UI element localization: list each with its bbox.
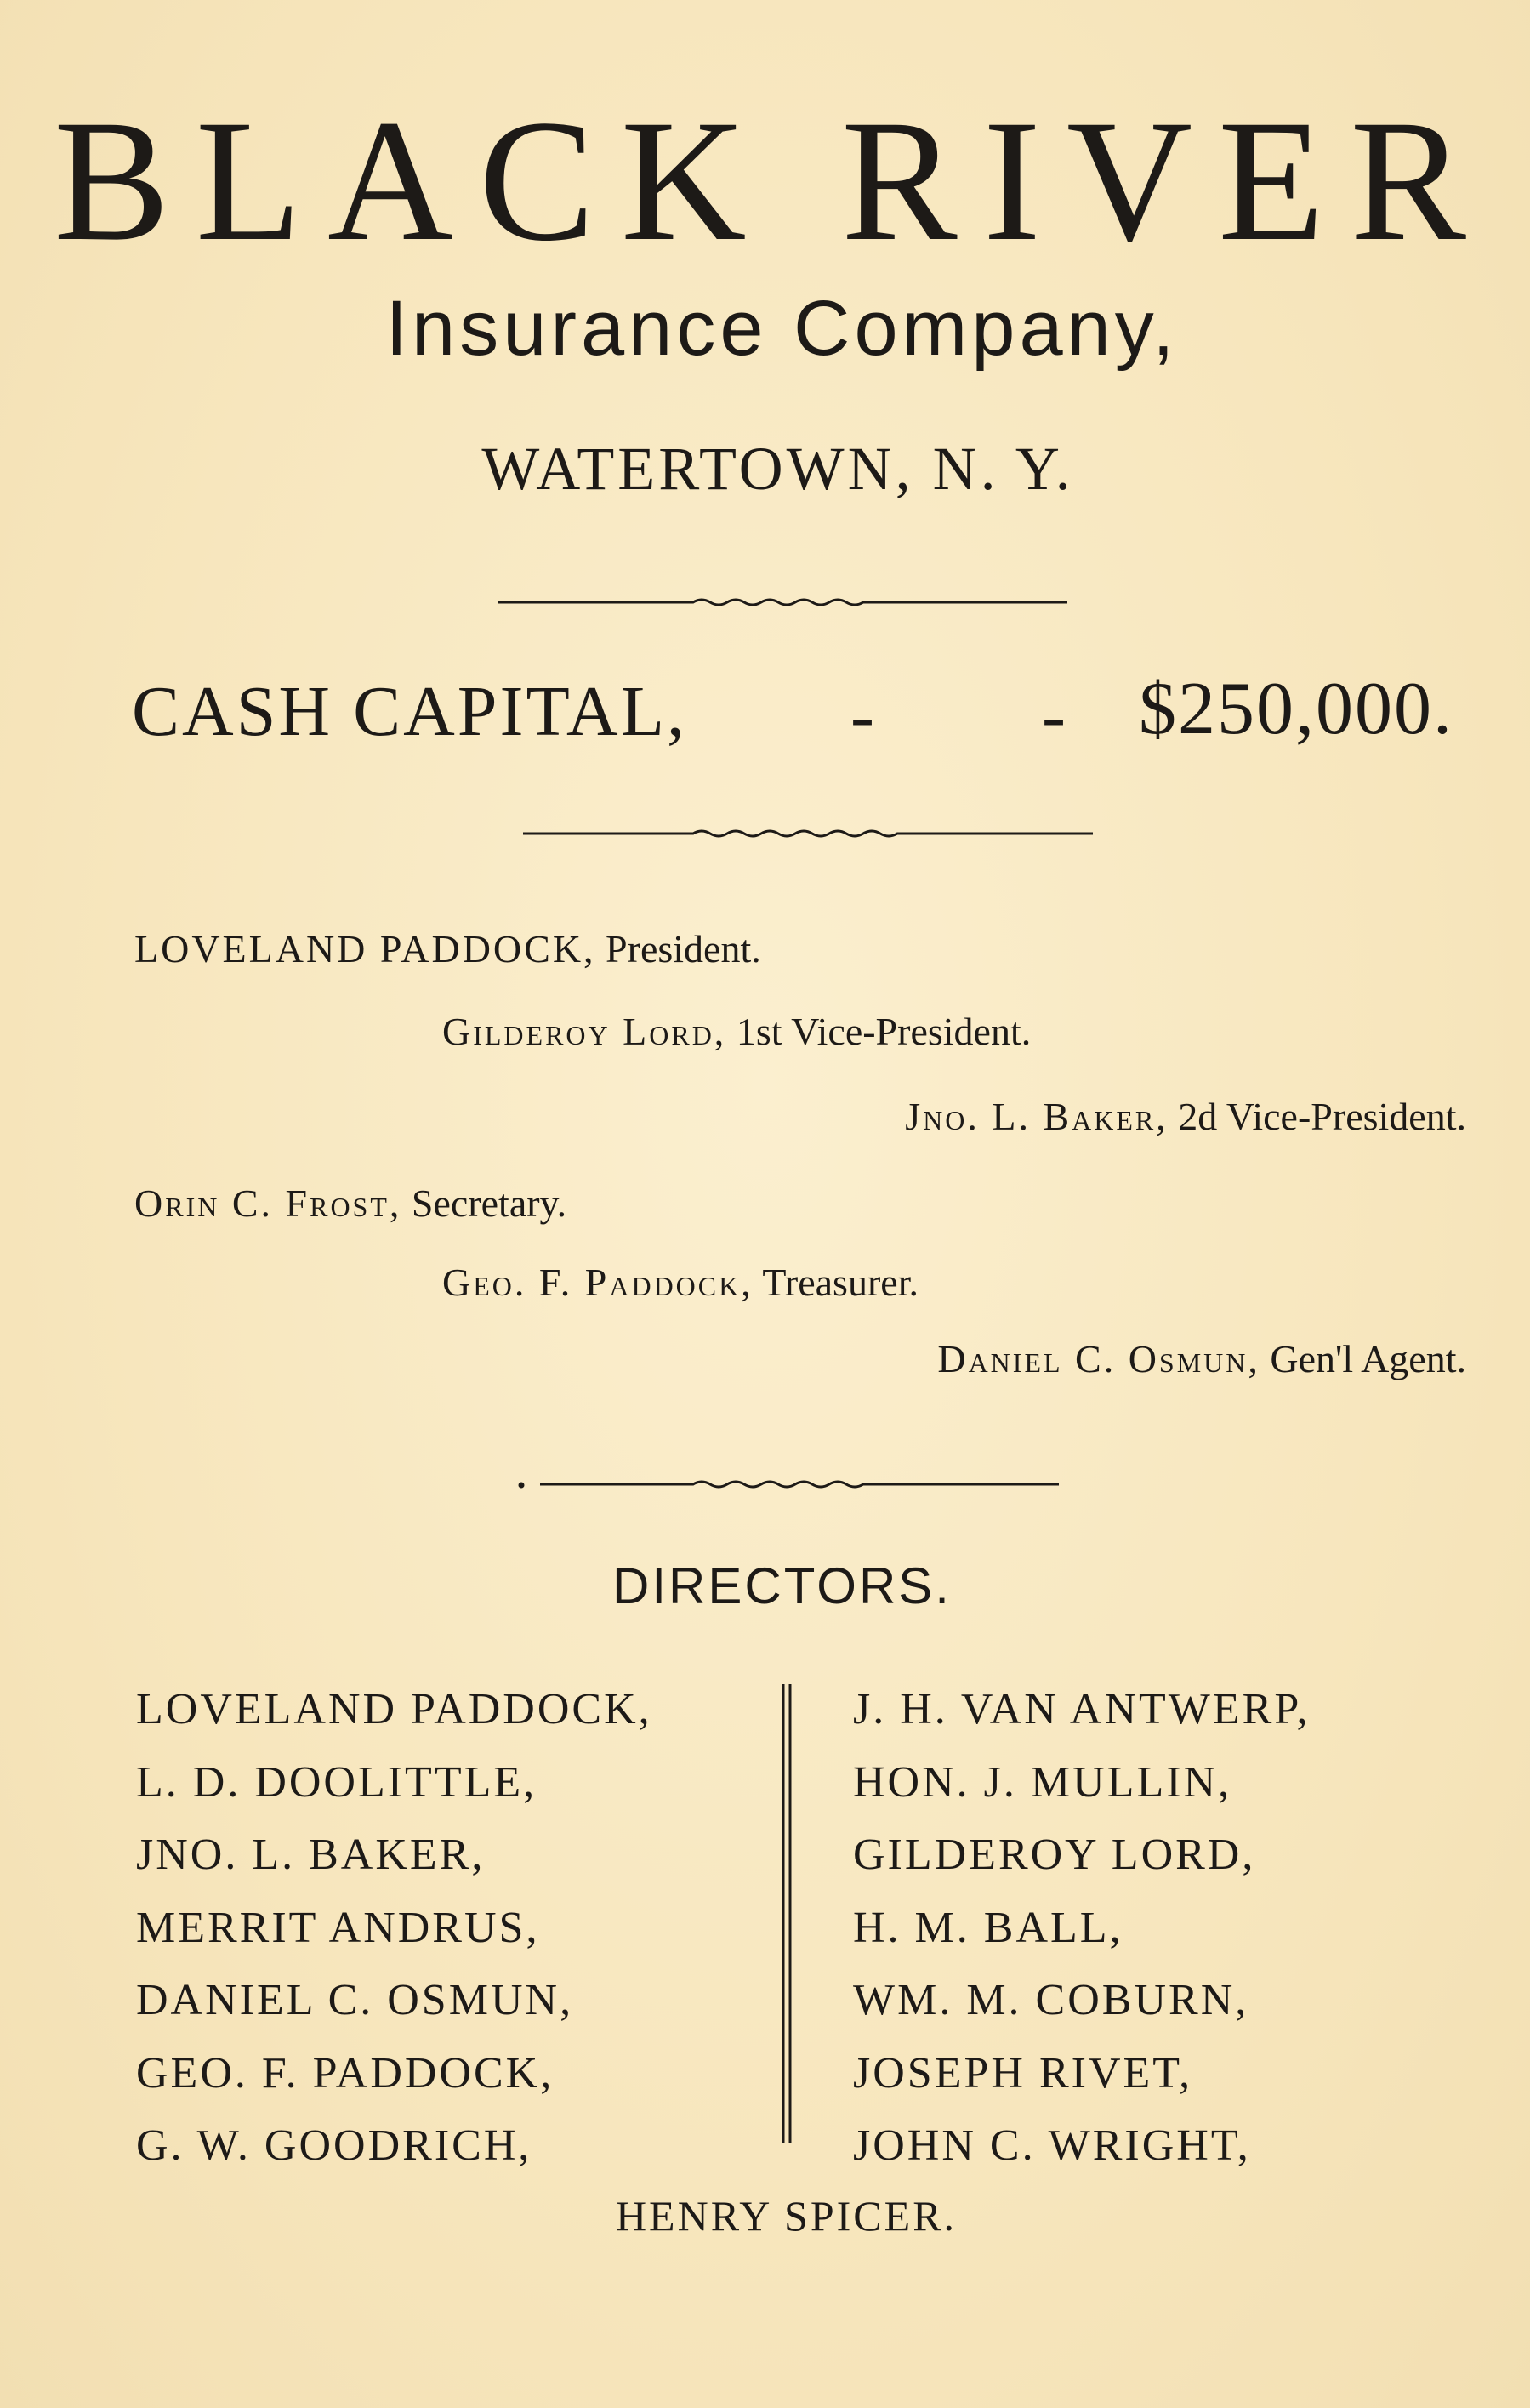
director-name: WM. M. COBURN, xyxy=(853,1976,1249,2024)
officer-title: 1st Vice-President. xyxy=(736,1010,1032,1053)
cash-capital-label: CASH CAPITAL, xyxy=(132,672,688,751)
directors-right-column xyxy=(853,1673,1311,2183)
director-name: JNO. L. BAKER, xyxy=(136,1830,486,1879)
officer-general-agent xyxy=(937,1337,1466,1380)
director-name: L. D. DOOLITTLE, xyxy=(136,1757,537,1807)
director-name: G. W. GOODRICH, xyxy=(136,2121,532,2170)
company-title: BLACK RIVER xyxy=(53,84,1493,277)
officer-name: Geo. F. Paddock, xyxy=(442,1261,754,1304)
company-location: WATERTOWN, N. Y. xyxy=(481,435,1074,503)
leader-dash: - xyxy=(850,676,874,755)
officer-name: LOVELAND PADDOCK, xyxy=(134,927,596,971)
ornamental-rule-1 xyxy=(498,587,1067,612)
director-name: J. H. VAN ANTWERP, xyxy=(853,1685,1311,1733)
directors-heading: DIRECTORS. xyxy=(612,1557,952,1614)
director-name: MERRIT ANDRUS, xyxy=(136,1903,540,1952)
officer-name: Orin C. Frost, xyxy=(134,1181,402,1225)
officer-second-vice-president xyxy=(905,1097,1466,1136)
cash-capital-value: $250,000. xyxy=(1139,668,1453,750)
officer-title: Gen'l Agent. xyxy=(1270,1337,1466,1380)
officer-name: Jno. L. Baker, xyxy=(905,1095,1169,1138)
director-name: HON. J. MULLIN, xyxy=(853,1757,1232,1807)
leader-dash: - xyxy=(1042,676,1066,755)
director-name: JOSEPH RIVET, xyxy=(853,2048,1193,2098)
officer-title: Secretary. xyxy=(411,1181,567,1225)
director-name: GEO. F. PADDOCK, xyxy=(136,2048,555,2098)
ornamental-rule-3 xyxy=(515,1472,1059,1497)
director-name: GILDEROY LORD, xyxy=(853,1830,1256,1879)
officer-treasurer xyxy=(442,1263,919,1302)
ornamental-rule-2 xyxy=(523,821,1093,846)
column-divider xyxy=(781,1684,793,2143)
director-name: H. M. BALL, xyxy=(853,1903,1123,1952)
officer-name: Gilderoy Lord, xyxy=(442,1010,727,1053)
director-name: LOVELAND PADDOCK, xyxy=(136,1685,652,1733)
director-name-final: HENRY SPICER. xyxy=(615,2192,958,2240)
officer-name: Daniel C. Osmun, xyxy=(937,1337,1260,1380)
officer-secretary xyxy=(134,1181,567,1225)
officer-president xyxy=(134,927,761,971)
officer-title: Treasurer. xyxy=(762,1261,919,1304)
officer-first-vice-president xyxy=(442,1012,1031,1051)
officer-title: President. xyxy=(606,927,761,971)
directors-left-column xyxy=(136,1673,652,2183)
officer-title: 2d Vice-President. xyxy=(1178,1095,1466,1138)
company-subtitle: Insurance Company, xyxy=(385,285,1179,372)
director-name: DANIEL C. OSMUN, xyxy=(136,1976,574,2024)
director-name: JOHN C. WRIGHT, xyxy=(853,2121,1251,2170)
